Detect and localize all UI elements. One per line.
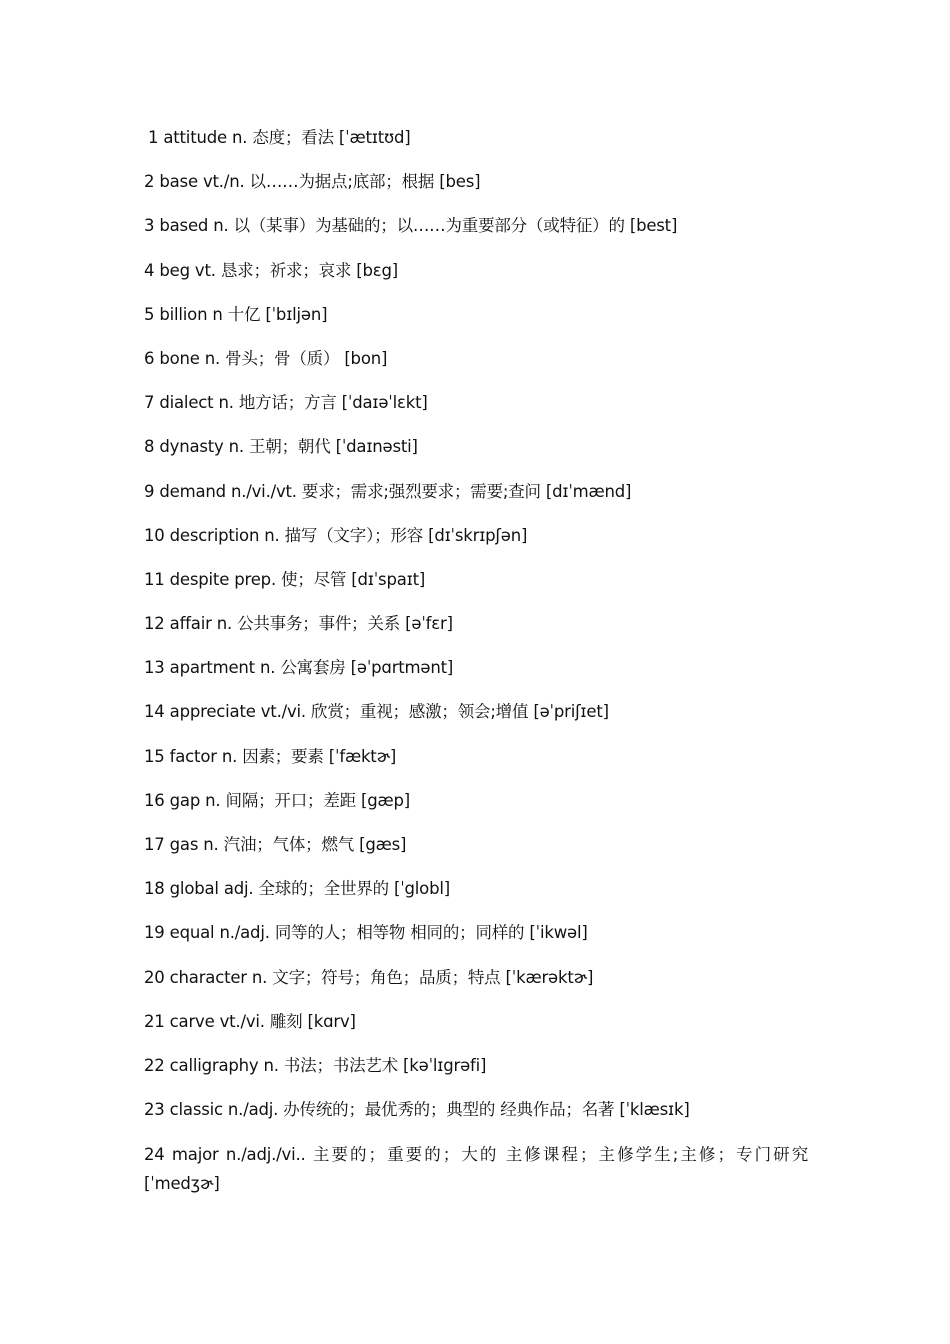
- entry-definition: 骨头；骨（质）: [225, 348, 340, 368]
- entry-phonetic: [dɪˈspaɪt]: [351, 569, 426, 589]
- entry-word: attitude: [163, 128, 227, 147]
- entry-definition: 文字；符号；角色；品质；特点: [272, 967, 501, 987]
- entry-phonetic: [bon]: [344, 348, 388, 368]
- vocab-entry: [144, 831, 808, 858]
- entry-part-of-speech: n.: [218, 393, 234, 413]
- entry-number: 13: [144, 658, 165, 678]
- vocab-entry: [144, 698, 808, 725]
- entry-phonetic: [gæs]: [359, 835, 407, 854]
- entry-part-of-speech: n.: [216, 614, 233, 634]
- entry-part-of-speech: n.: [228, 437, 244, 457]
- entry-part-of-speech: n.: [251, 967, 268, 987]
- entry-number: 4: [144, 260, 155, 280]
- entry-definition: 因素；要素: [242, 746, 324, 766]
- entry-word: description: [169, 525, 260, 545]
- vocab-entry: [144, 566, 808, 593]
- entry-number: 14: [144, 702, 165, 722]
- vocab-entry: [144, 168, 808, 195]
- entry-word: gap: [169, 790, 201, 810]
- entry-phonetic: [best]: [629, 216, 678, 236]
- entry-number: 5: [144, 304, 155, 324]
- entry-definition: 以（某事）为基础的；以……为重要部分（或特征）的: [233, 216, 625, 236]
- entry-definition: 公寓套房: [280, 658, 346, 678]
- entry-part-of-speech: n: [212, 304, 223, 324]
- entry-part-of-speech: n.: [264, 525, 280, 545]
- entry-number: 23: [144, 1100, 165, 1120]
- entry-word: major: [171, 1145, 219, 1165]
- entry-definition: 描写（文字）；形容: [284, 525, 424, 545]
- vocab-entry: [144, 212, 808, 239]
- vocab-entry: [144, 478, 808, 505]
- vocab-entry: [144, 1096, 808, 1123]
- entry-definition: 欣赏；重视；感激；领会;增值: [311, 702, 529, 722]
- vocabulary-list: [144, 124, 808, 1216]
- entry-word: beg: [159, 260, 190, 280]
- entry-definition: 同等的人；相等物 相同的；同样的: [274, 923, 525, 943]
- entry-phonetic: [kəˈlɪgrəfi]: [403, 1055, 487, 1075]
- entry-word: based: [159, 216, 209, 236]
- entry-phonetic: [ˈkærəktɚ]: [505, 967, 594, 987]
- entry-word: dialect: [159, 393, 214, 413]
- entry-phonetic: [ˈdaɪnəsti]: [335, 437, 418, 457]
- entry-word: character: [169, 967, 247, 987]
- entry-number: 19: [144, 923, 165, 943]
- vocab-entry: [144, 964, 808, 991]
- entry-phonetic: [ˈmedʒɚ]: [144, 1174, 220, 1194]
- entry-number: 1: [148, 128, 159, 147]
- vocab-entry: [144, 1052, 808, 1079]
- entry-part-of-speech: n.: [213, 216, 229, 236]
- entry-word: despite: [169, 569, 230, 589]
- entry-definition: 态度；看法: [252, 128, 334, 147]
- entry-number: 6: [144, 348, 155, 368]
- entry-phonetic: [əˈpɑrtmənt]: [350, 658, 454, 678]
- entry-part-of-speech: n.: [204, 348, 221, 368]
- entry-phonetic: [gæp]: [360, 790, 411, 810]
- vocab-entry: [144, 875, 808, 902]
- entry-definition: 使；尽管: [281, 569, 347, 589]
- entry-word: classic: [169, 1100, 223, 1120]
- vocab-entry: [144, 919, 808, 946]
- vocab-entry: [144, 389, 808, 416]
- entry-number: 12: [144, 614, 165, 634]
- entry-phonetic: [ˈbɪljən]: [265, 304, 328, 324]
- entry-definition: 雕刻: [269, 1011, 303, 1031]
- entry-part-of-speech: n.: [205, 790, 221, 810]
- entry-number: 24: [144, 1145, 165, 1165]
- entry-definition: 公共事务；事件；关系: [237, 614, 401, 634]
- entry-phonetic: [ˈikwəl]: [529, 923, 588, 943]
- entry-definition: 汽油；气体；燃气: [223, 835, 355, 854]
- entry-number: 7: [144, 393, 155, 413]
- entry-word: billion: [159, 304, 208, 324]
- entry-part-of-speech: n./vi./vt.: [230, 481, 297, 501]
- entry-number: 11: [144, 569, 165, 589]
- entry-word: global: [169, 879, 219, 899]
- vocab-entry: [144, 743, 808, 770]
- entry-definition: 主要的；重要的；大的 主修课程；主修学生;主修；专门研究: [312, 1145, 809, 1165]
- entry-definition: 恳求；祈求；哀求: [220, 260, 352, 280]
- entry-part-of-speech: n.: [221, 746, 238, 766]
- entry-part-of-speech: n.: [203, 835, 219, 854]
- entry-part-of-speech: vt.: [194, 260, 216, 280]
- entry-number: 2: [144, 172, 155, 192]
- entry-definition: 办传统的；最优秀的；典型的 经典作品；名著: [283, 1100, 615, 1120]
- entry-part-of-speech: n./adj./vi..: [225, 1145, 306, 1165]
- entry-word: factor: [169, 746, 217, 766]
- entry-word: demand: [159, 481, 226, 501]
- entry-part-of-speech: prep.: [234, 569, 276, 589]
- entry-definition: 书法；书法艺术: [283, 1055, 398, 1075]
- entry-number: 22: [144, 1055, 165, 1075]
- entry-phonetic: [dɪˈmænd]: [545, 481, 632, 501]
- entry-definition: 全球的；全世界的: [258, 879, 389, 899]
- entry-phonetic: [ˈfæktɚ]: [328, 746, 397, 766]
- vocab-entry: [144, 610, 808, 637]
- entry-number: 17: [144, 835, 165, 854]
- vocab-entry: [144, 787, 808, 814]
- entry-part-of-speech: n.: [263, 1055, 279, 1075]
- entry-phonetic: [əˈfɛr]: [405, 614, 453, 634]
- entry-word: gas: [169, 835, 199, 854]
- vocab-entry: [144, 654, 808, 681]
- entry-phonetic: [kɑrv]: [307, 1011, 356, 1031]
- vocab-entry: [144, 1140, 808, 1198]
- entry-word: dynasty: [159, 437, 224, 457]
- entry-number: 15: [144, 746, 165, 766]
- entry-word: equal: [169, 923, 215, 943]
- vocab-entry: [144, 301, 808, 328]
- entry-phonetic: [dɪˈskrɪpʃən]: [428, 525, 528, 545]
- entry-phonetic: [ˈklæsɪk]: [619, 1100, 690, 1120]
- entry-phonetic: [ˈætɪtʊd]: [338, 128, 411, 147]
- entry-word: base: [159, 172, 198, 192]
- entry-definition: 十亿: [227, 304, 261, 324]
- entry-word: apartment: [169, 658, 255, 678]
- entry-number: 20: [144, 967, 165, 987]
- entry-phonetic: [bes]: [439, 172, 481, 192]
- entry-part-of-speech: adj.: [223, 879, 254, 899]
- entry-phonetic: [əˈpriʃɪet]: [533, 702, 609, 722]
- entry-part-of-speech: n.: [232, 128, 248, 147]
- entry-part-of-speech: n./adj.: [219, 923, 270, 943]
- entry-definition: 要求；需求;强烈要求；需要;查问: [301, 481, 541, 501]
- vocab-entry: [144, 124, 808, 151]
- entry-definition: 地方话；方言: [238, 393, 337, 413]
- vocab-entry: [144, 433, 808, 460]
- entry-part-of-speech: vt./n.: [202, 172, 245, 192]
- entry-phonetic: [ˈdaɪəˈlɛkt]: [341, 393, 428, 413]
- entry-definition: 以……为据点;底部；根据: [249, 172, 435, 192]
- vocab-entry: [144, 257, 808, 284]
- entry-part-of-speech: vt./vi.: [219, 1011, 265, 1031]
- vocab-entry: [144, 1008, 808, 1035]
- entry-word: bone: [159, 348, 200, 368]
- entry-number: 3: [144, 216, 155, 236]
- entry-number: 18: [144, 879, 165, 899]
- entry-phonetic: [ˈglobl]: [393, 879, 450, 899]
- vocab-entry: [144, 345, 808, 372]
- entry-definition: 间隔；开口；差距: [225, 790, 356, 810]
- vocab-entry: [144, 522, 808, 549]
- entry-word: carve: [169, 1011, 215, 1031]
- entry-number: 9: [144, 481, 155, 501]
- entry-phonetic: [bɛg]: [356, 260, 399, 280]
- entry-part-of-speech: n./adj.: [227, 1100, 279, 1120]
- entry-part-of-speech: vt./vi.: [260, 702, 306, 722]
- entry-number: 8: [144, 437, 155, 457]
- entry-part-of-speech: n.: [260, 658, 276, 678]
- entry-definition: 王朝；朝代: [249, 437, 331, 457]
- entry-number: 21: [144, 1011, 165, 1031]
- entry-word: affair: [169, 614, 212, 634]
- entry-word: calligraphy: [169, 1055, 259, 1075]
- entry-number: 10: [144, 525, 165, 545]
- entry-number: 16: [144, 790, 165, 810]
- entry-word: appreciate: [169, 702, 256, 722]
